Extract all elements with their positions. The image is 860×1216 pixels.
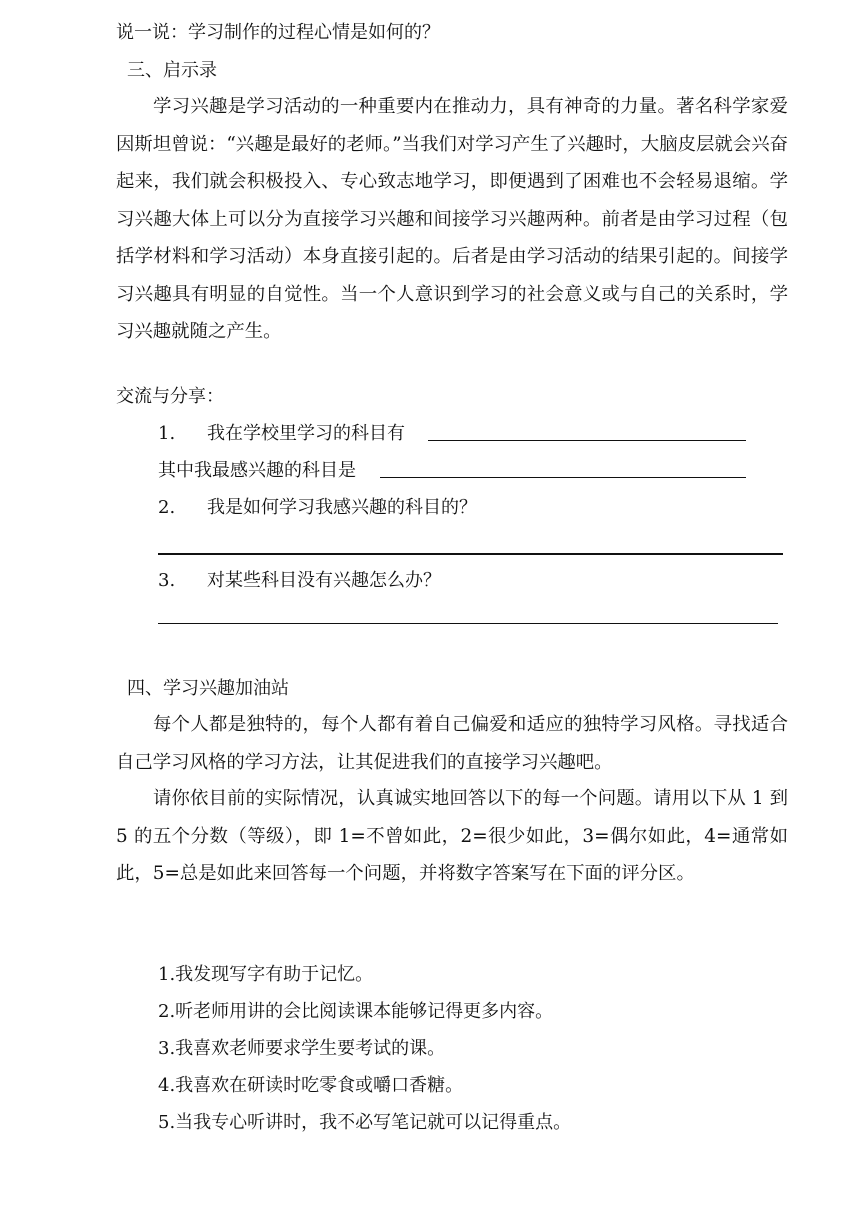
survey-item-5: 5.当我专心听讲时，我不必写笔记就可以记得重点。 <box>158 1112 572 1133</box>
answer-line-2[interactable] <box>158 553 783 555</box>
survey-item-2: 2.听老师用讲的会比阅读课本能够记得更多内容。 <box>158 1001 554 1022</box>
question-3-text: 对某些科目没有兴趣怎么办？ <box>207 570 441 591</box>
exchange-heading: 交流与分享： <box>116 386 224 407</box>
question-2-text: 我是如何学习我感兴趣的科目的？ <box>207 497 477 518</box>
question-2-number: 2. <box>158 497 176 518</box>
section-3-heading: 三、启示录 <box>127 60 217 81</box>
answer-line-1b[interactable] <box>380 477 746 478</box>
survey-item-1: 1.我发现写字有助于记忆。 <box>158 964 374 985</box>
section-4-heading: 四、学习兴趣加油站 <box>127 678 289 699</box>
section-3-paragraph: 学习兴趣是学习活动的一种重要内在推动力，具有神奇的力量。著名科学家爱因斯坦曾说：“兴趣是最好的老师。”当我们对学习产生了兴趣时，大脑皮层就会兴奋起来，我们就会积极投入、专心致志地学习，即便遇到了困难也不会轻易退缩。学习兴趣大体上可以分为直接学习兴趣和间接学习兴趣两种。前者是由学习过程（包括学材料和学习活动）本身直接引起的。后者是由学习活动的结果引起的。间接学习兴趣具有明显的自觉性。当一个人意识到学习的社会意义或与自己的关系时，学习兴趣就随之产生。 <box>116 96 788 342</box>
section-4-paragraph-1: 每个人都是独特的，每个人都有着自己偏爱和适应的独特学习风格。寻找适合自己学习风格的学习方法，让其促进我们的直接学习兴趣吧。 <box>116 714 788 773</box>
intro-question: 说一说：学习制作的过程心情是如何的？ <box>116 22 440 43</box>
survey-item-3: 3.我喜欢老师要求学生要考试的课。 <box>158 1038 446 1059</box>
question-1-text: 我在学校里学习的科目有 <box>207 423 405 444</box>
question-1-number: 1. <box>158 423 176 444</box>
question-1-subprompt: 其中我最感兴趣的科目是 <box>158 460 356 481</box>
survey-item-4: 4.我喜欢在研读时吃零食或嚼口香糖。 <box>158 1075 464 1096</box>
question-3-number: 3. <box>158 570 176 591</box>
answer-line-1[interactable] <box>428 440 746 441</box>
answer-line-3[interactable] <box>158 623 778 624</box>
section-4-paragraph-2: 请你依目前的实际情况，认真诚实地回答以下的每一个问题。请用以下从 1 到 5 的五个分数（等级），即 1=不曾如此，2=很少如此，3=偶尔如此，4=通常如此，5=总是如此来回答每一个问题，并将数字答案写在下面的评分区。 <box>116 788 788 884</box>
